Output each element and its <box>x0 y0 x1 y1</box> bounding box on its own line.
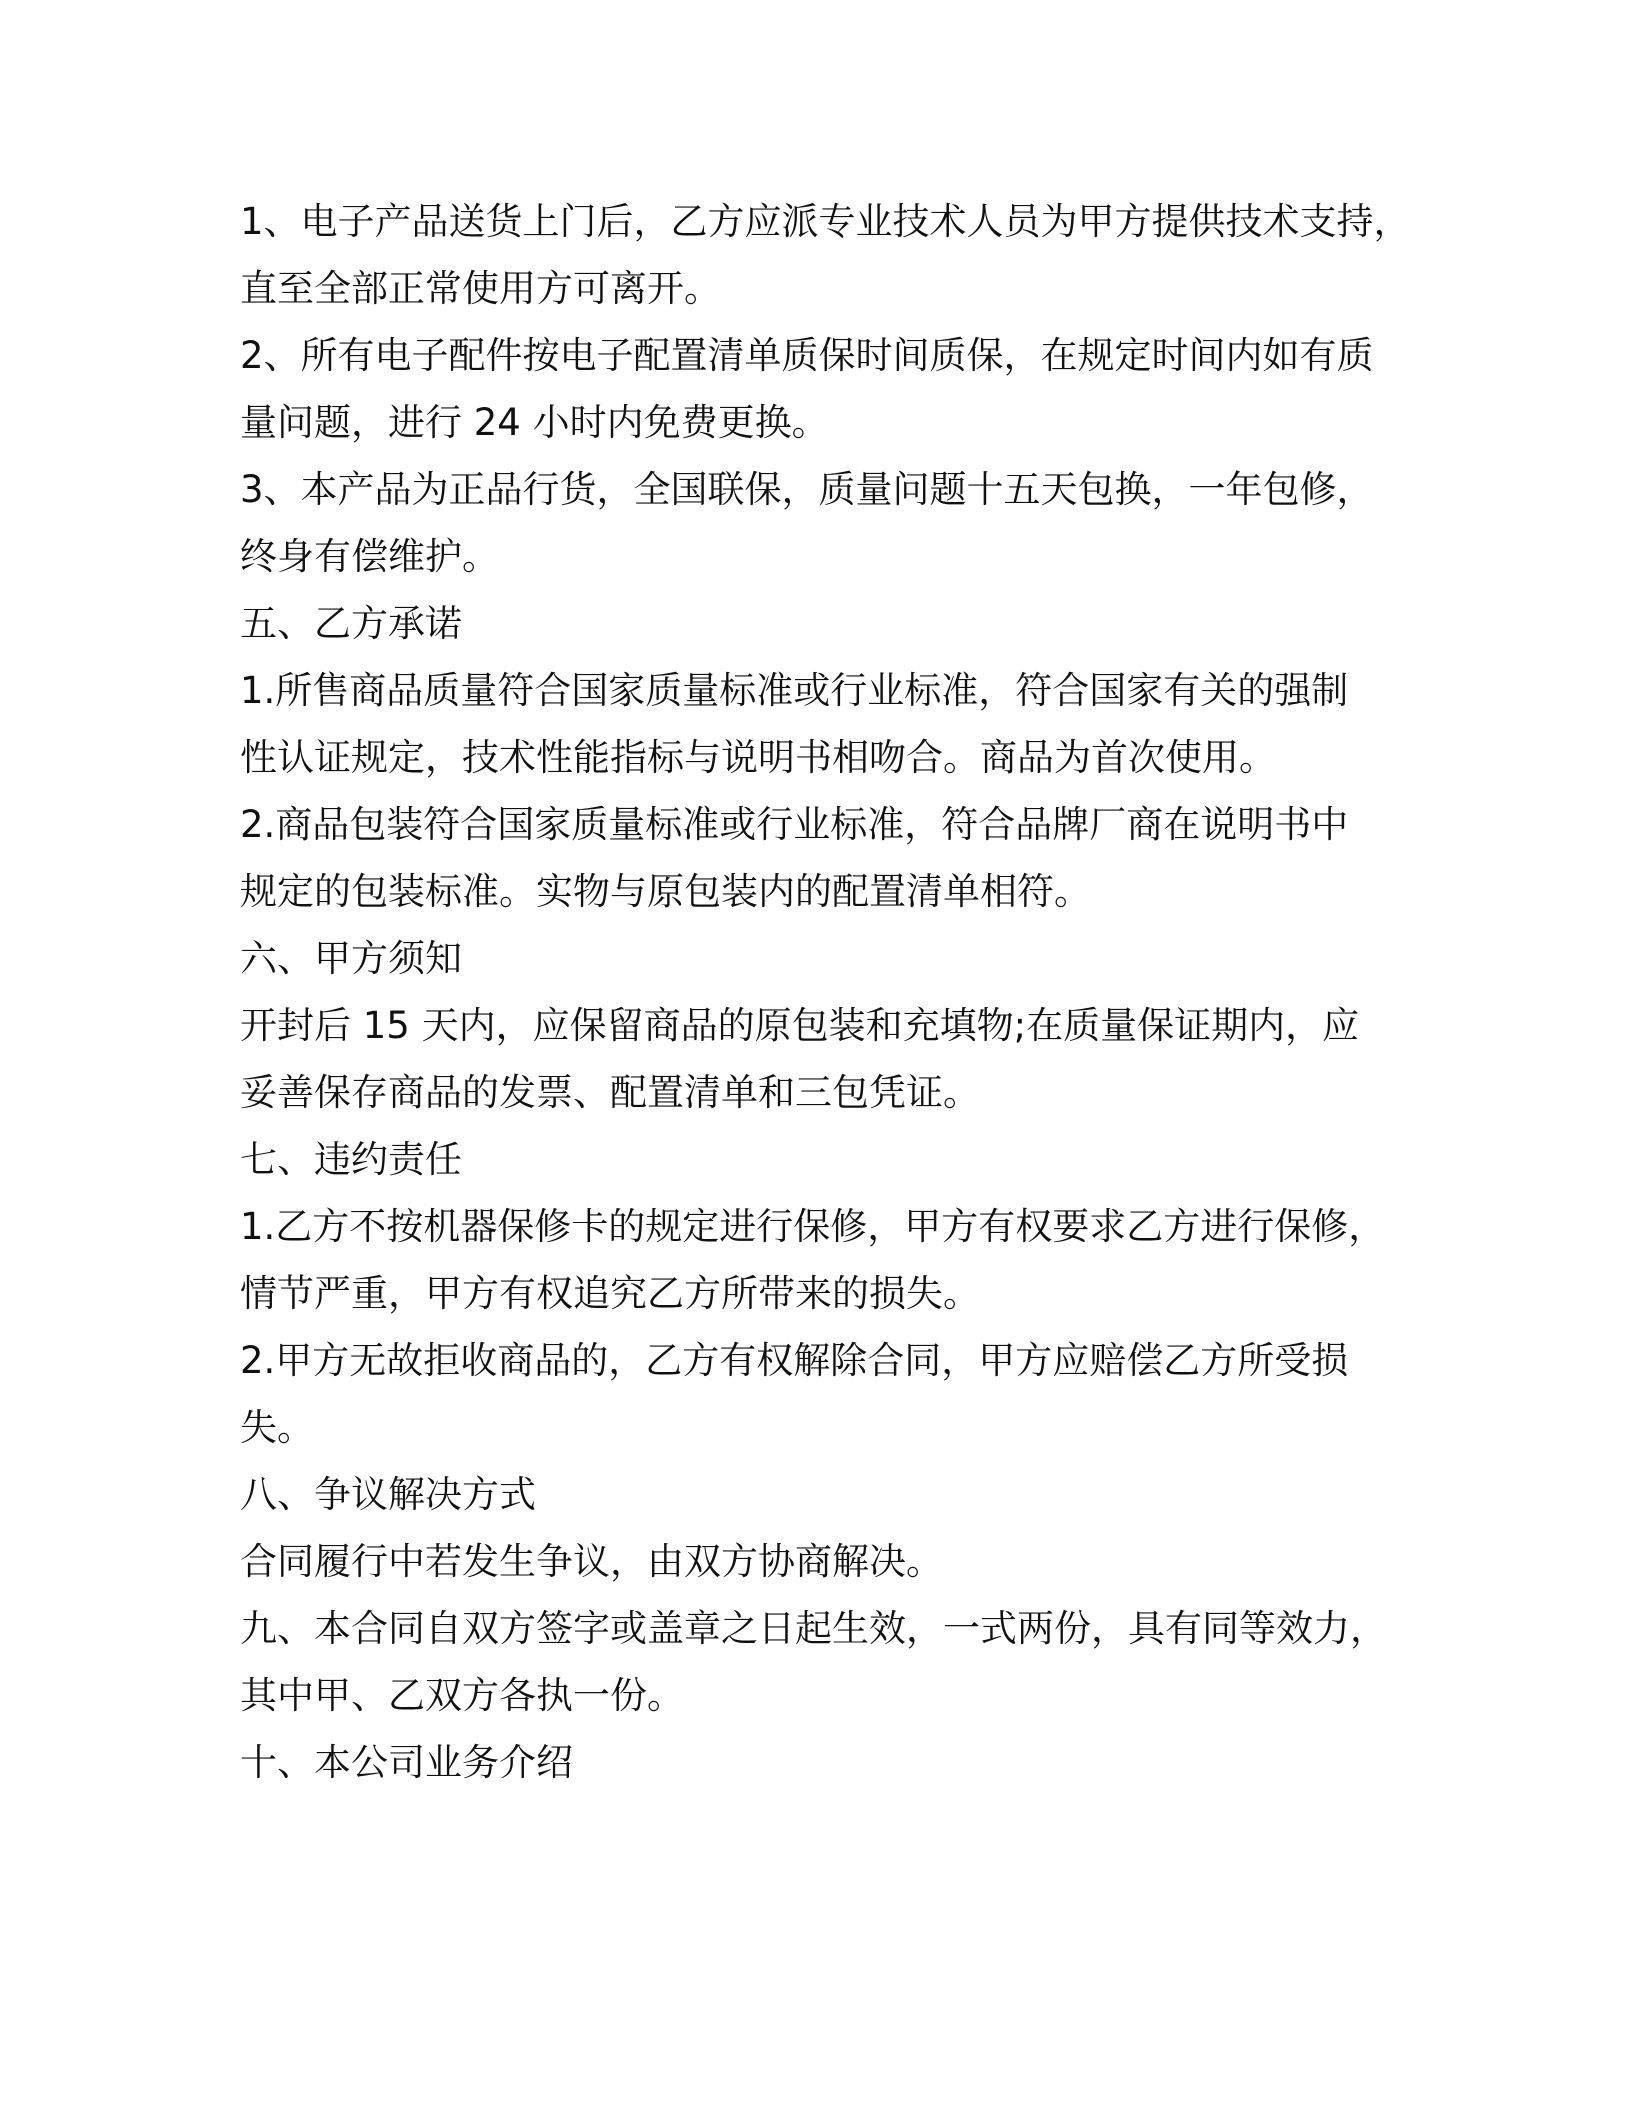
section-heading: 九、本合同自双方签字或盖章之日起生效，一式两份，具有同等效力， <box>240 1607 1387 1650</box>
paragraph-line: 量问题，进行 24 小时内免费更换。 <box>240 401 829 444</box>
document-body <box>240 188 1411 1796</box>
paragraph-line: 1.乙方不按机器保修卡的规定进行保修，甲方有权要求乙方进行保修， <box>240 1205 1386 1248</box>
paragraph-line: 失。 <box>240 1406 314 1449</box>
paragraph-line: 1、电子产品送货上门后，乙方应派专业技术人员为甲方提供技术支持， <box>240 200 1411 243</box>
paragraph-line: 2.甲方无故拒收商品的，乙方有权解除合同，甲方应赔偿乙方所受损 <box>240 1339 1349 1382</box>
paragraph-line: 规定的包装标准。实物与原包装内的配置清单相符。 <box>240 870 1091 913</box>
paragraph-line: 2.商品包装符合国家质量标准或行业标准，符合品牌厂商在说明书中 <box>240 803 1349 846</box>
paragraph-line: 1.所售商品质量符合国家质量标准或行业标准，符合国家有关的强制 <box>240 669 1349 712</box>
paragraph-line: 合同履行中若发生争议，由双方协商解决。 <box>240 1540 943 1583</box>
paragraph-line: 妥善保存商品的发票、配置清单和三包凭证。 <box>240 1071 980 1114</box>
paragraph-line: 2、所有电子配件按电子配置清单质保时间质保，在规定时间内如有质 <box>240 334 1374 377</box>
section-heading: 五、乙方承诺 <box>240 602 462 645</box>
paragraph-line: 其中甲、乙双方各执一份。 <box>240 1674 684 1717</box>
section-heading: 十、本公司业务介绍 <box>240 1741 573 1784</box>
paragraph-line: 情节严重，甲方有权追究乙方所带来的损失。 <box>240 1272 980 1315</box>
paragraph-line: 3、本产品为正品行货，全国联保，质量问题十五天包换，一年包修， <box>240 468 1374 511</box>
paragraph-line: 开封后 15 天内，应保留商品的原包装和充填物;在质量保证期内，应 <box>240 1004 1360 1047</box>
section-heading: 八、争议解决方式 <box>240 1473 536 1516</box>
section-heading: 七、违约责任 <box>240 1138 462 1181</box>
section-heading: 六、甲方须知 <box>240 937 462 980</box>
paragraph-line: 性认证规定，技术性能指标与说明书相吻合。商品为首次使用。 <box>240 736 1276 779</box>
paragraph-line: 直至全部正常使用方可离开。 <box>240 267 721 310</box>
paragraph-line: 终身有偿维护。 <box>240 535 499 578</box>
